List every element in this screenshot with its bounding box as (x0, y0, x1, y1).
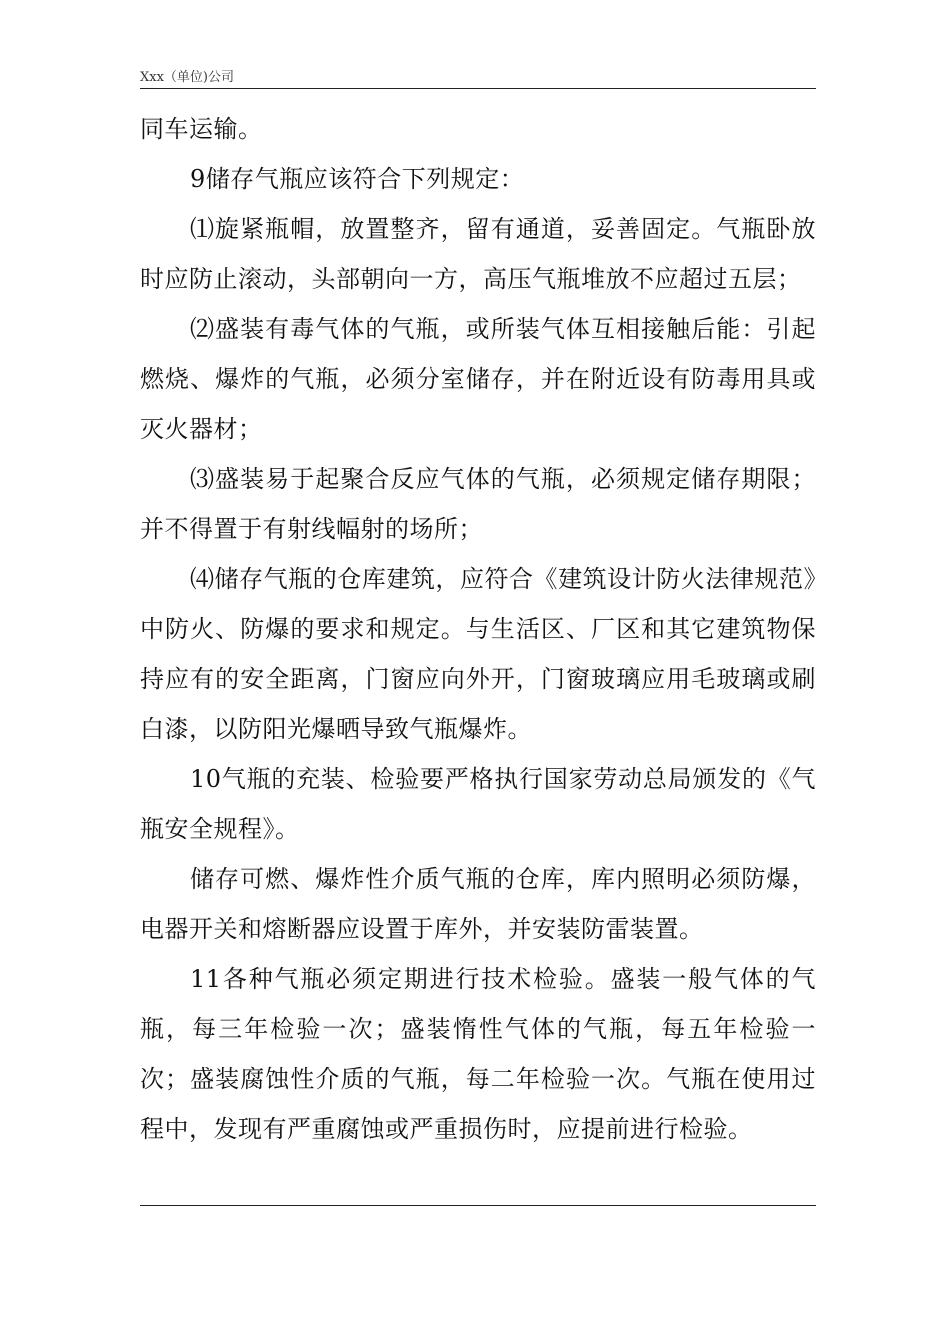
paragraph-subitem-2: ⑵盛装有毒气体的气瓶，或所装气体互相接触后能：引起燃烧、爆炸的气瓶，必须分室储存，并在附近设有防毒用具或灭火器材； (140, 315, 816, 443)
paragraph-storage-warehouse: 储存可燃、爆炸性介质气瓶的仓库，库内照明必须防爆，电器开关和熔断器应设置于库外，并安装防雷装置。 (140, 865, 816, 943)
header-company-name: Xxx（单位)公司 (140, 70, 234, 85)
paragraph-item-10: 10气瓶的充装、检验要严格执行国家劳动总局颁发的《气瓶安全规程》。 (140, 765, 816, 843)
paragraph-subitem-1: ⑴旋紧瓶帽，放置整齐，留有通道，妥善固定。气瓶卧放时应防止滚动，头部朝向一方，高压气瓶堆放不应超过五层； (140, 215, 816, 293)
page-header (140, 70, 816, 89)
footer-divider (140, 1205, 816, 1206)
paragraph-item-9: 9储存气瓶应该符合下列规定： (190, 165, 525, 193)
paragraph-continuation: 同车运输。 (140, 115, 263, 143)
document-body (140, 104, 816, 1154)
paragraph-subitem-4: ⑷储存气瓶的仓库建筑，应符合《建筑设计防火法律规范》中防火、防爆的要求和规定。与生活区、厂区和其它建筑物保持应有的安全距离，门窗应向外开，门窗玻璃应用毛玻璃或刷白漆，以防阳光爆晒导致气瓶爆炸。 (140, 565, 816, 743)
paragraph-item-11: 11各种气瓶必须定期进行技术检验。盛装一般气体的气瓶，每三年检验一次；盛装惰性气体的气瓶，每五年检验一次；盛装腐蚀性介质的气瓶，每二年检验一次。气瓶在使用过程中，发现有严重腐蚀或严重损伤时，应提前进行检验。 (140, 965, 816, 1143)
paragraph-subitem-3: ⑶盛装易于起聚合反应气体的气瓶，必须规定储存期限；并不得置于有射线幅射的场所； (140, 465, 816, 543)
